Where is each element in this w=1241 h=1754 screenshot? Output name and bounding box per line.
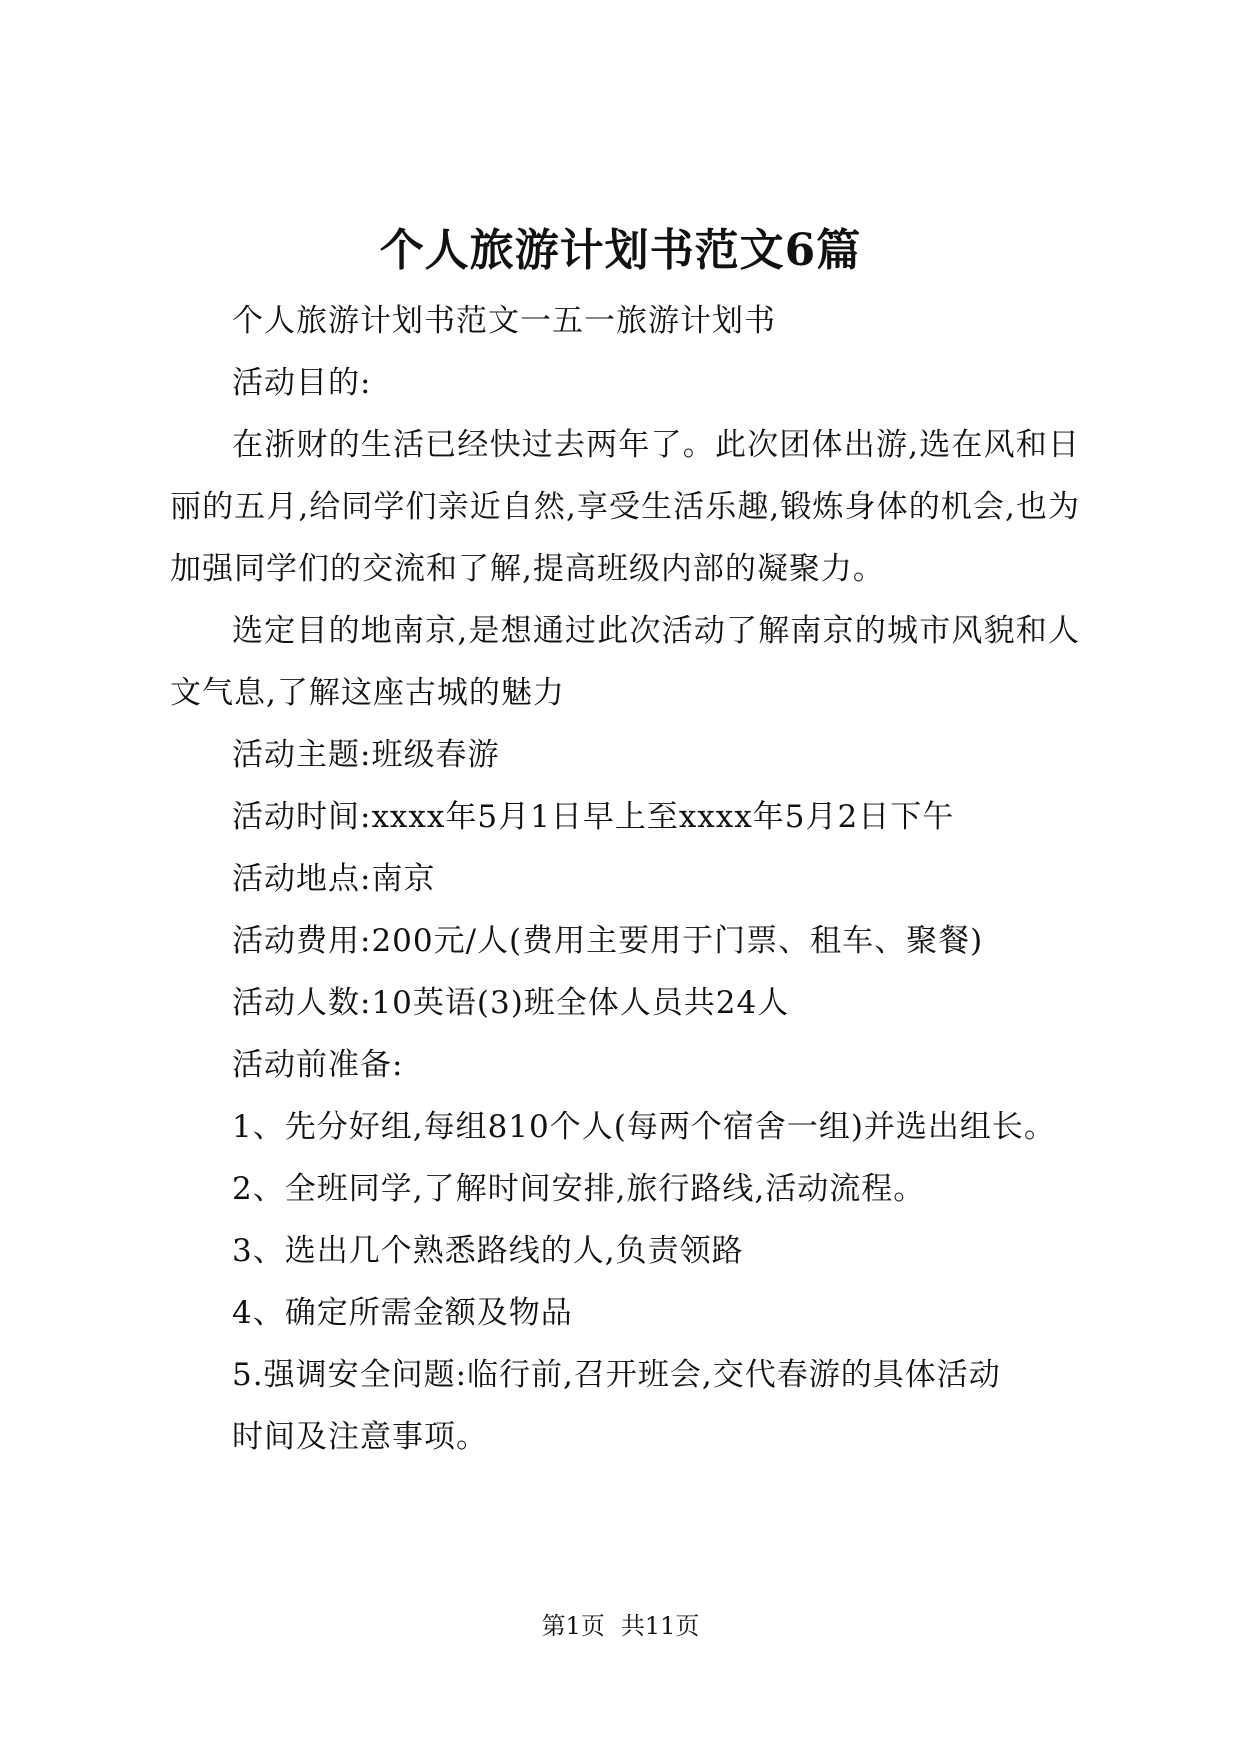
document-title: 个人旅游计划书范文6篇: [379, 225, 862, 276]
paragraph-preparation-heading: 活动前准备:: [232, 1047, 404, 1083]
paragraph-cost: 活动费用:200元/人(费用主要用于门票、租车、聚餐): [232, 923, 984, 959]
paragraph-headcount: 活动人数:10英语(3)班全体人员共24人: [232, 985, 790, 1021]
page-footer: [0, 1610, 1241, 1642]
list-item-1: 1、先分好组,每组810个人(每两个宿舍一组)并选出组长。: [232, 1109, 1056, 1145]
paragraph-destination-text: 选定目的地南京,是想通过此次活动了解南京的城市风貌和人文气息,了解这座古城的魅力: [170, 613, 1080, 711]
paragraph-purpose-text: 在浙财的生活已经快过去两年了。此次团体出游,选在风和日丽的五月,给同学们亲近自然,享受生活乐趣,锻炼身体的机会,也为加强同学们的交流和了解,提高班级内部的凝聚力。: [170, 427, 1080, 587]
list-item-3: 3、选出几个熟悉路线的人,负责领路: [232, 1233, 744, 1269]
paragraph-purpose-heading: 活动目的:: [232, 365, 372, 401]
page-number: 第1页: [541, 1612, 605, 1640]
paragraph-time: 活动时间:xxxx年5月1日早上至xxxx年5月2日下午: [232, 799, 955, 835]
paragraph-subtitle: 个人旅游计划书范文一五一旅游计划书: [232, 303, 776, 339]
paragraph-location: 活动地点:南京: [232, 861, 436, 897]
document-body: [170, 290, 1080, 1468]
list-item-5-continued: 时间及注意事项。: [232, 1419, 488, 1455]
list-item-5: 5.强调安全问题:临行前,召开班会,交代春游的具体活动: [232, 1357, 1001, 1393]
list-item-2: 2、全班同学,了解时间安排,旅行路线,活动流程。: [232, 1171, 926, 1207]
list-item-4: 4、确定所需金额及物品: [232, 1295, 573, 1331]
page-total: 共11页: [620, 1612, 700, 1640]
paragraph-theme: 活动主题:班级春游: [232, 737, 500, 773]
